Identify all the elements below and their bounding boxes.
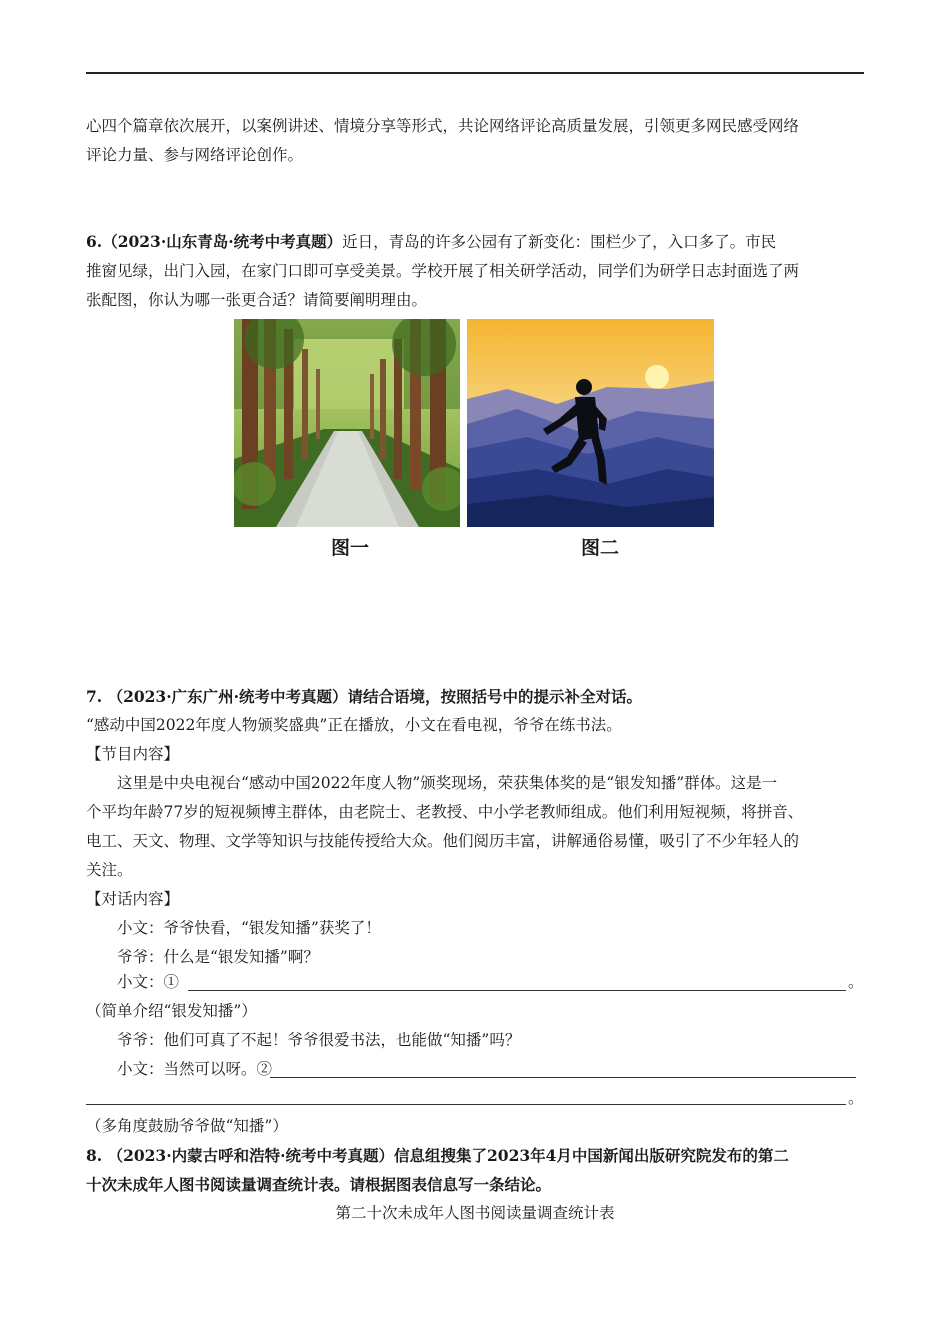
q7-para-line-4: 关注。	[86, 861, 133, 879]
q7-para-line-1: 这里是中央电视台“感动中国2022年度人物”颁奖现场，荣获集体奖的是“银发知播”群体。这是一	[117, 774, 778, 792]
q7-hint-1: （简单介绍“银发知播”）	[86, 1002, 257, 1020]
answer-blank-2b[interactable]	[86, 1104, 846, 1105]
q7-context: “感动中国2022年度人物颁奖盛典”正在播放，小文在看电视，爷爷在练书法。	[86, 716, 622, 734]
intro-paragraph	[86, 112, 864, 170]
q7-dialogue-2: 爷爷：什么是“银发知播”啊？	[117, 948, 319, 966]
question-7	[86, 682, 864, 972]
q6-number: 6.	[86, 232, 103, 251]
q7-title: 7. （2023·广东广州·统考中考真题）请结合语境，按照括号中的提示补全对话。	[86, 687, 643, 706]
question-8	[86, 1141, 864, 1228]
q7-para-line-3: 电工、天文、物理、文学等知识与技能传授给大众。他们阅历丰富，讲解通俗易懂，吸引了不少年轻人的	[86, 832, 800, 850]
q7-dialogue-1: 小文：爷爷快看，“银发知播”获奖了！	[117, 919, 381, 937]
figure-1-caption: 图一	[331, 537, 370, 559]
figure-2-caption: 图二	[581, 537, 620, 559]
q7-dialogue-5: 小文：当然可以呀。②	[117, 1060, 273, 1078]
q7-dialogue-3: 小文：①	[117, 973, 180, 991]
figure-2-sunset-runner	[467, 319, 714, 527]
q7-dialogue-5-end: 。	[848, 1089, 864, 1107]
q6-line-2: 推窗见绿，出门入园，在家门口即可享受美景。学校开展了相关研学活动，同学们为研学日志封面选了两	[86, 262, 800, 280]
q6-text-1: 近日，青岛的许多公园有了新变化：围栏少了，入口多了。市民	[342, 233, 777, 251]
q7-section-dialogue: 【对话内容】	[86, 890, 180, 908]
answer-blank-2a[interactable]	[270, 1077, 856, 1078]
q8-line-2: 十次未成年人图书阅读量调查统计表。请根据图表信息写一条结论。	[86, 1175, 552, 1194]
q8-line-1: 8. （2023·内蒙古呼和浩特·统考中考真题）信息组搜集了2023年4月中国新闻出版研究院发布的第二	[86, 1146, 789, 1165]
q7-para-line-2: 个平均年龄77岁的短视频博主群体，由老院士、老教授、中小学老教师组成。他们利用短视频，将拼音、	[86, 803, 804, 821]
q7-section-program: 【节目内容】	[86, 745, 180, 763]
header-rule	[86, 72, 864, 74]
q7-hint-2: （多角度鼓励爷爷做“知播”）	[86, 1117, 288, 1135]
intro-line-2: 评论力量、参与网络评论创作。	[86, 146, 304, 164]
answer-blank-1[interactable]	[188, 990, 846, 991]
figure-1-forest-path	[234, 319, 460, 527]
q7-dialogue-3-end: 。	[848, 973, 864, 991]
q6-line-3: 张配图，你认为哪一张更合适？请简要阐明理由。	[86, 291, 428, 309]
q7-dialogue-4: 爷爷：他们可真了不起！爷爷很爱书法，也能做“知播”吗？	[117, 1031, 521, 1049]
q6-source: （2023·山东青岛·统考中考真题）	[102, 232, 343, 251]
q8-table-title: 第二十次未成年人图书阅读量调查统计表	[335, 1204, 615, 1222]
question-6	[86, 227, 864, 315]
intro-line-1: 心四个篇章依次展开，以案例讲述、情境分享等形式，共论网络评论高质量发展，引领更多网民感受网络	[86, 117, 800, 135]
q6-line-1	[86, 227, 864, 257]
